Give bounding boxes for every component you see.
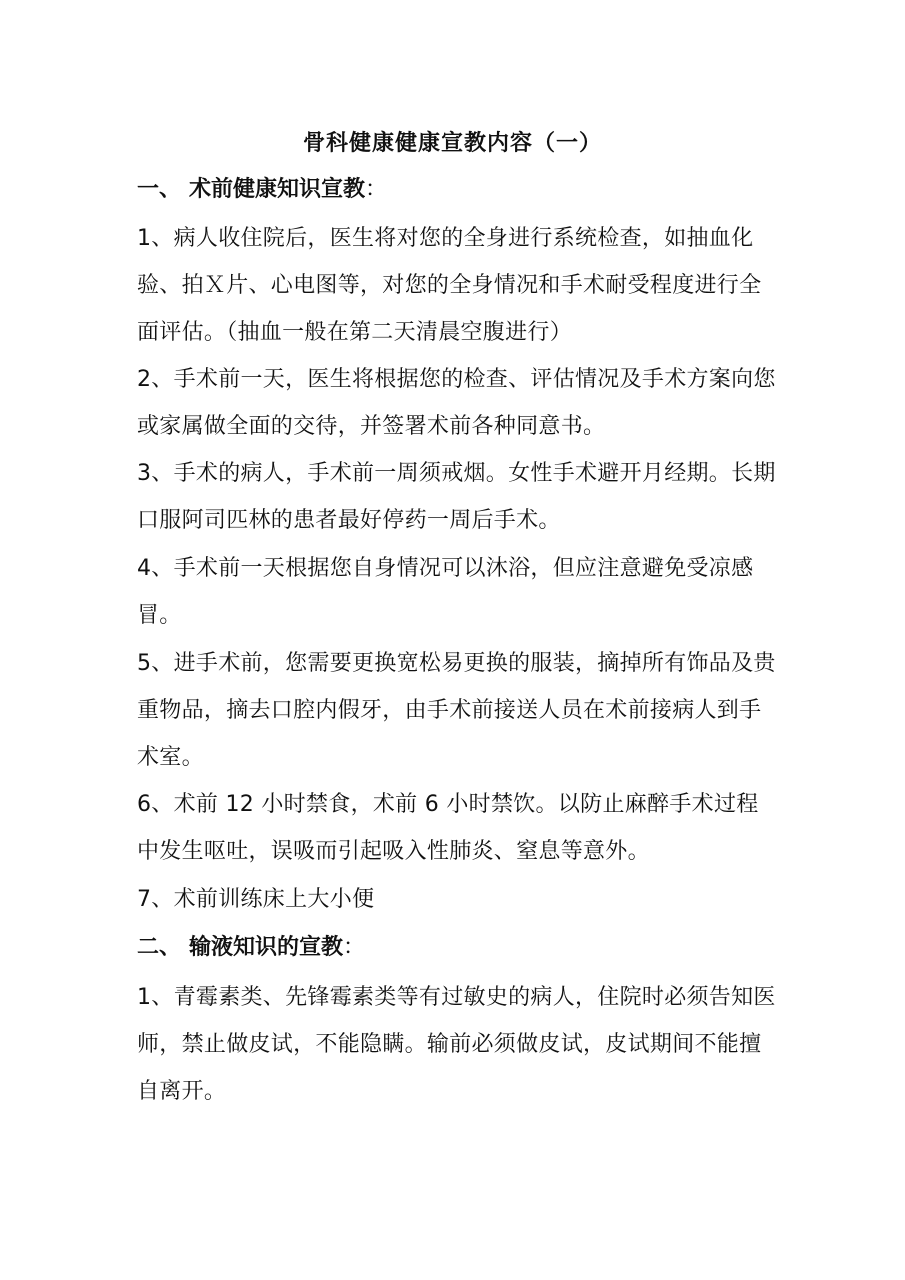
section-number: 二、: [137, 935, 182, 960]
list-item: 3、手术的病人，手术前一周须戒烟。女性手术避开月经期。长期口服阿司匹林的患者最好停药一周后手术。: [137, 461, 776, 533]
list-item: 1、病人收住院后，医生将对您的全身进行系统检查，如抽血化验、拍Ｘ片、心电图等，对您的全身情况和手术耐受程度进行全面评估。（抽血一般在第二天清晨空腹进行）: [137, 226, 762, 345]
section-number: 一、: [137, 177, 182, 202]
list-item: 5、进手术前，您需要更换宽松易更换的服装，摘掉所有饰品及贵重物品，摘去口腔内假牙，由手术前接送人员在术前接病人到手术室。: [137, 651, 776, 770]
list-item: 4、手术前一天根据您自身情况可以沐浴，但应注意避免受凉感冒。: [137, 556, 754, 628]
section-heading-infusion: [137, 932, 777, 964]
section-colon: ：: [365, 177, 388, 202]
section-title: 术前健康知识宣教: [189, 177, 366, 202]
section-colon: ：: [343, 935, 366, 960]
section-title: 输液知识的宣教: [189, 935, 344, 960]
list-item: 1、青霉素类、先锋霉素类等有过敏史的病人，住院时必须告知医师，禁止做皮试，不能隐瞒。输前必须做皮试，皮试期间不能擅自离开。: [137, 985, 776, 1104]
list-item: 6、术前 12 小时禁食，术前 6 小时禁饮。以防止麻醉手术过程中发生呕吐，误吸而引起吸入性肺炎、窒息等意外。: [137, 792, 759, 864]
list-item: 7、术前训练床上大小便: [137, 887, 375, 912]
list-item: 2、手术前一天，医生将根据您的检查、评估情况及手术方案向您或家属做全面的交待，并签署术前各种同意书。: [137, 367, 776, 439]
document-title: 骨科健康健康宣教内容（一）: [302, 131, 602, 156]
section-heading-preop: [137, 174, 777, 206]
